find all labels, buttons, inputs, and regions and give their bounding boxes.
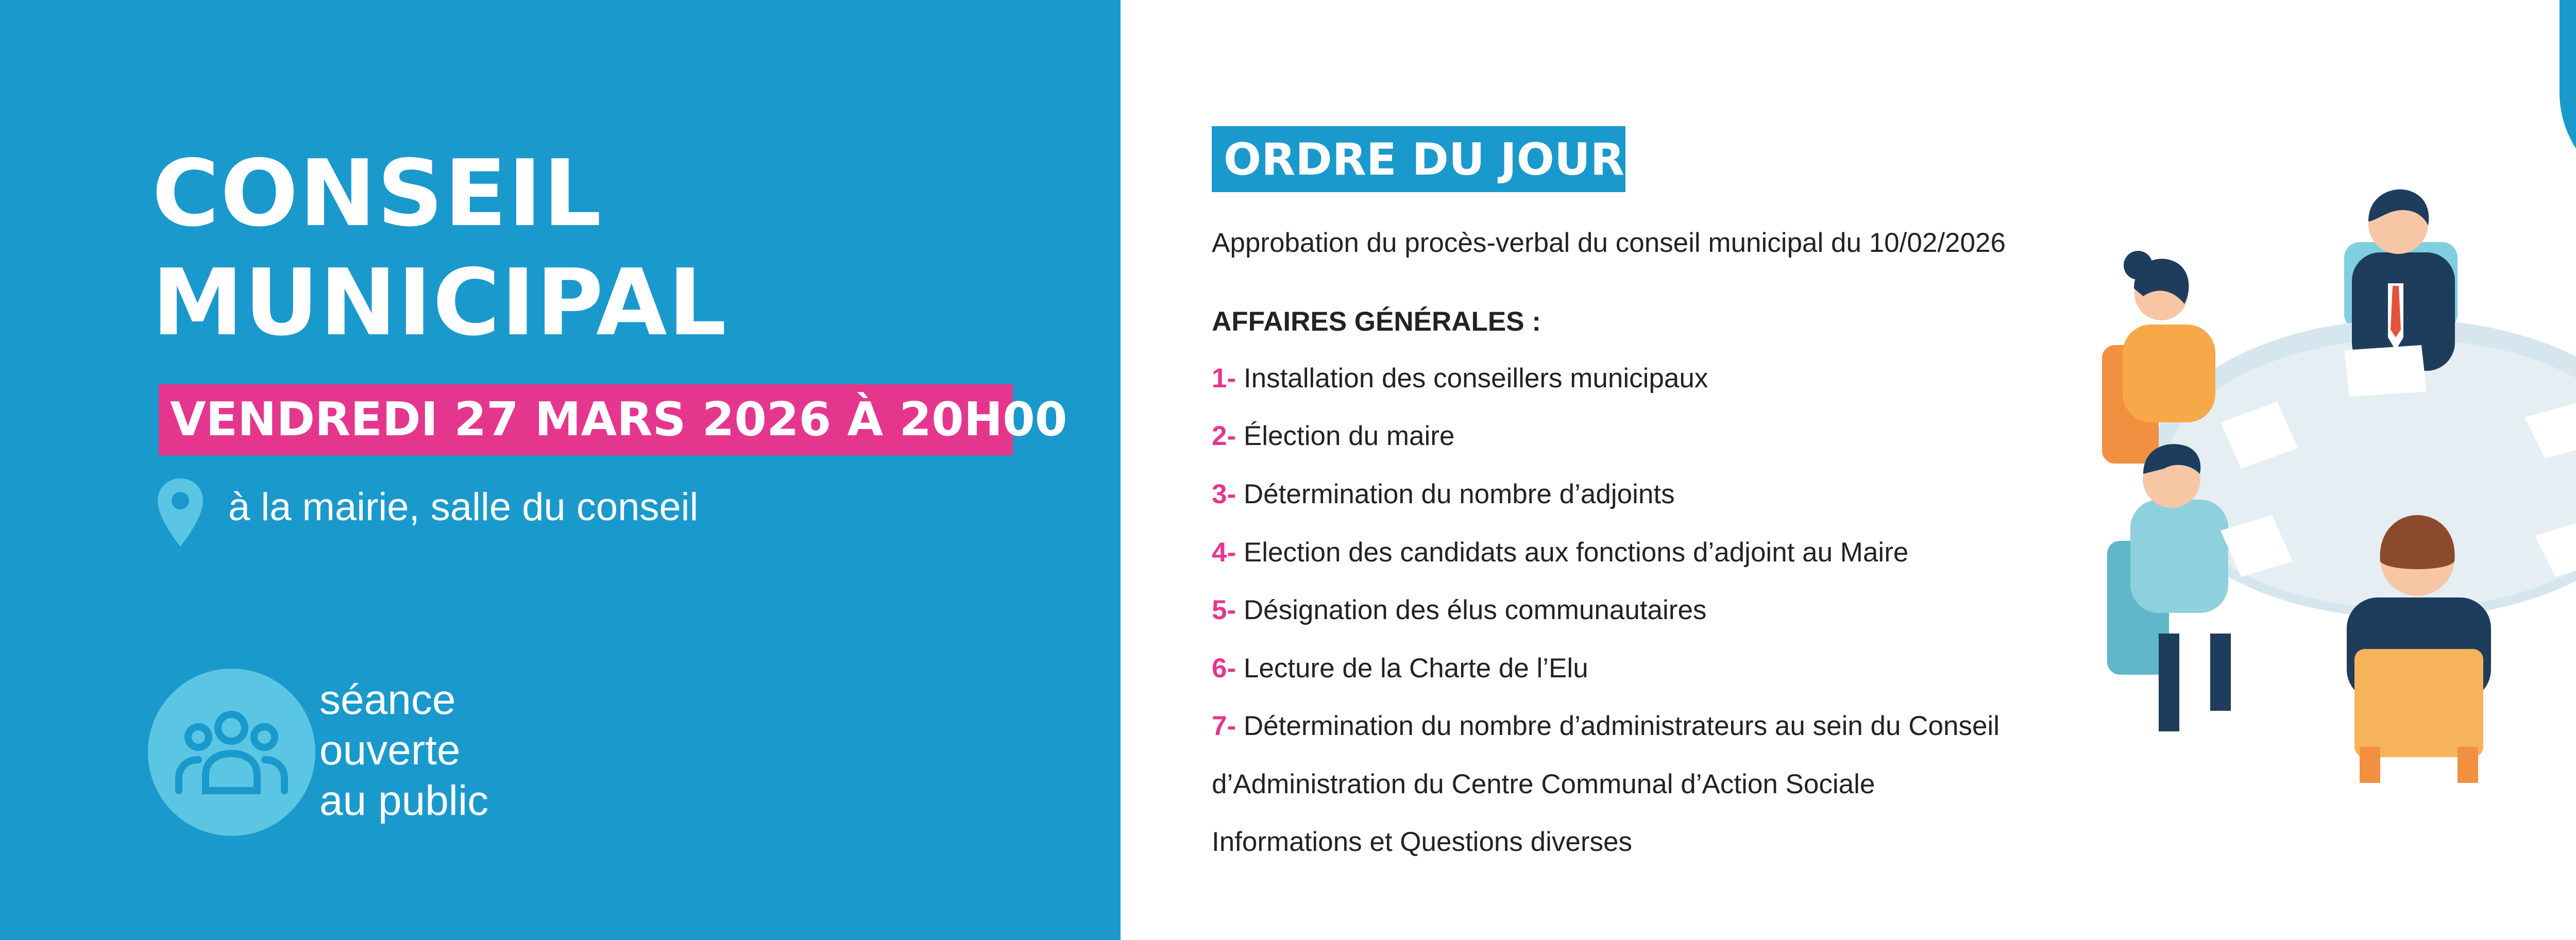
agenda-item-number: 1- — [1212, 363, 1236, 394]
agenda-item — [1212, 535, 1908, 571]
agenda-item — [1212, 708, 1999, 744]
agenda-item-number: 6- — [1212, 653, 1236, 683]
agenda-item — [1212, 418, 1454, 454]
agenda-item-number: 2- — [1212, 421, 1236, 451]
agenda-item — [1212, 361, 1708, 397]
agenda-item-text: Election des candidats aux fonctions d’adjoint au Maire — [1243, 537, 1909, 568]
left-panel — [0, 0, 1121, 940]
agenda-item — [1212, 651, 1588, 687]
agenda-item-text: Installation des conseillers municipaux — [1243, 363, 1708, 394]
agenda-item-number: 7- — [1212, 711, 1236, 741]
meeting-illustration — [2102, 180, 2576, 788]
public-line-3: au public — [319, 777, 489, 824]
group-people-icon — [174, 703, 290, 801]
agenda-item-text: Élection du maire — [1243, 421, 1455, 451]
title-line-1: CONSEIL — [152, 140, 603, 247]
agenda-item-text: Lecture de la Charte de l’Elu — [1243, 653, 1588, 683]
agenda-intro: Approbation du procès-verbal du conseil municipal du 10/02/2026 — [1212, 228, 2006, 258]
page-title — [152, 139, 727, 357]
agenda-item-text: Détermination du nombre d’adjoints — [1243, 479, 1675, 509]
agenda-item-number: 4- — [1212, 537, 1236, 568]
agenda-item-number: 3- — [1212, 479, 1236, 509]
logo-tab — [2560, 0, 2576, 196]
agenda-item-number: 5- — [1212, 595, 1236, 625]
agenda-item — [1212, 592, 1706, 628]
agenda-item-continuation: d’Administration du Centre Communal d’Action Sociale — [1212, 769, 1875, 799]
public-line-1: séance — [319, 676, 456, 723]
agenda-item — [1212, 476, 1675, 512]
agenda-closing: Informations et Questions diverses — [1212, 827, 1632, 857]
public-session-text — [319, 675, 488, 826]
location-pin-icon — [155, 476, 206, 549]
title-line-2: MUNICIPAL — [152, 249, 728, 356]
public-line-2: ouverte — [319, 727, 461, 774]
agenda-section-title: AFFAIRES GÉNÉRALES : — [1212, 306, 1541, 337]
agenda-item-text: Désignation des élus communautaires — [1243, 595, 1707, 625]
event-date: VENDREDI 27 MARS 2026 À 20H00 — [170, 392, 1067, 447]
agenda-heading: ORDRE DU JOUR — [1224, 134, 1624, 185]
event-location: à la mairie, salle du conseil — [228, 485, 699, 529]
agenda-item-text: Détermination du nombre d’administrateurs au sein du Conseil — [1243, 711, 1999, 741]
